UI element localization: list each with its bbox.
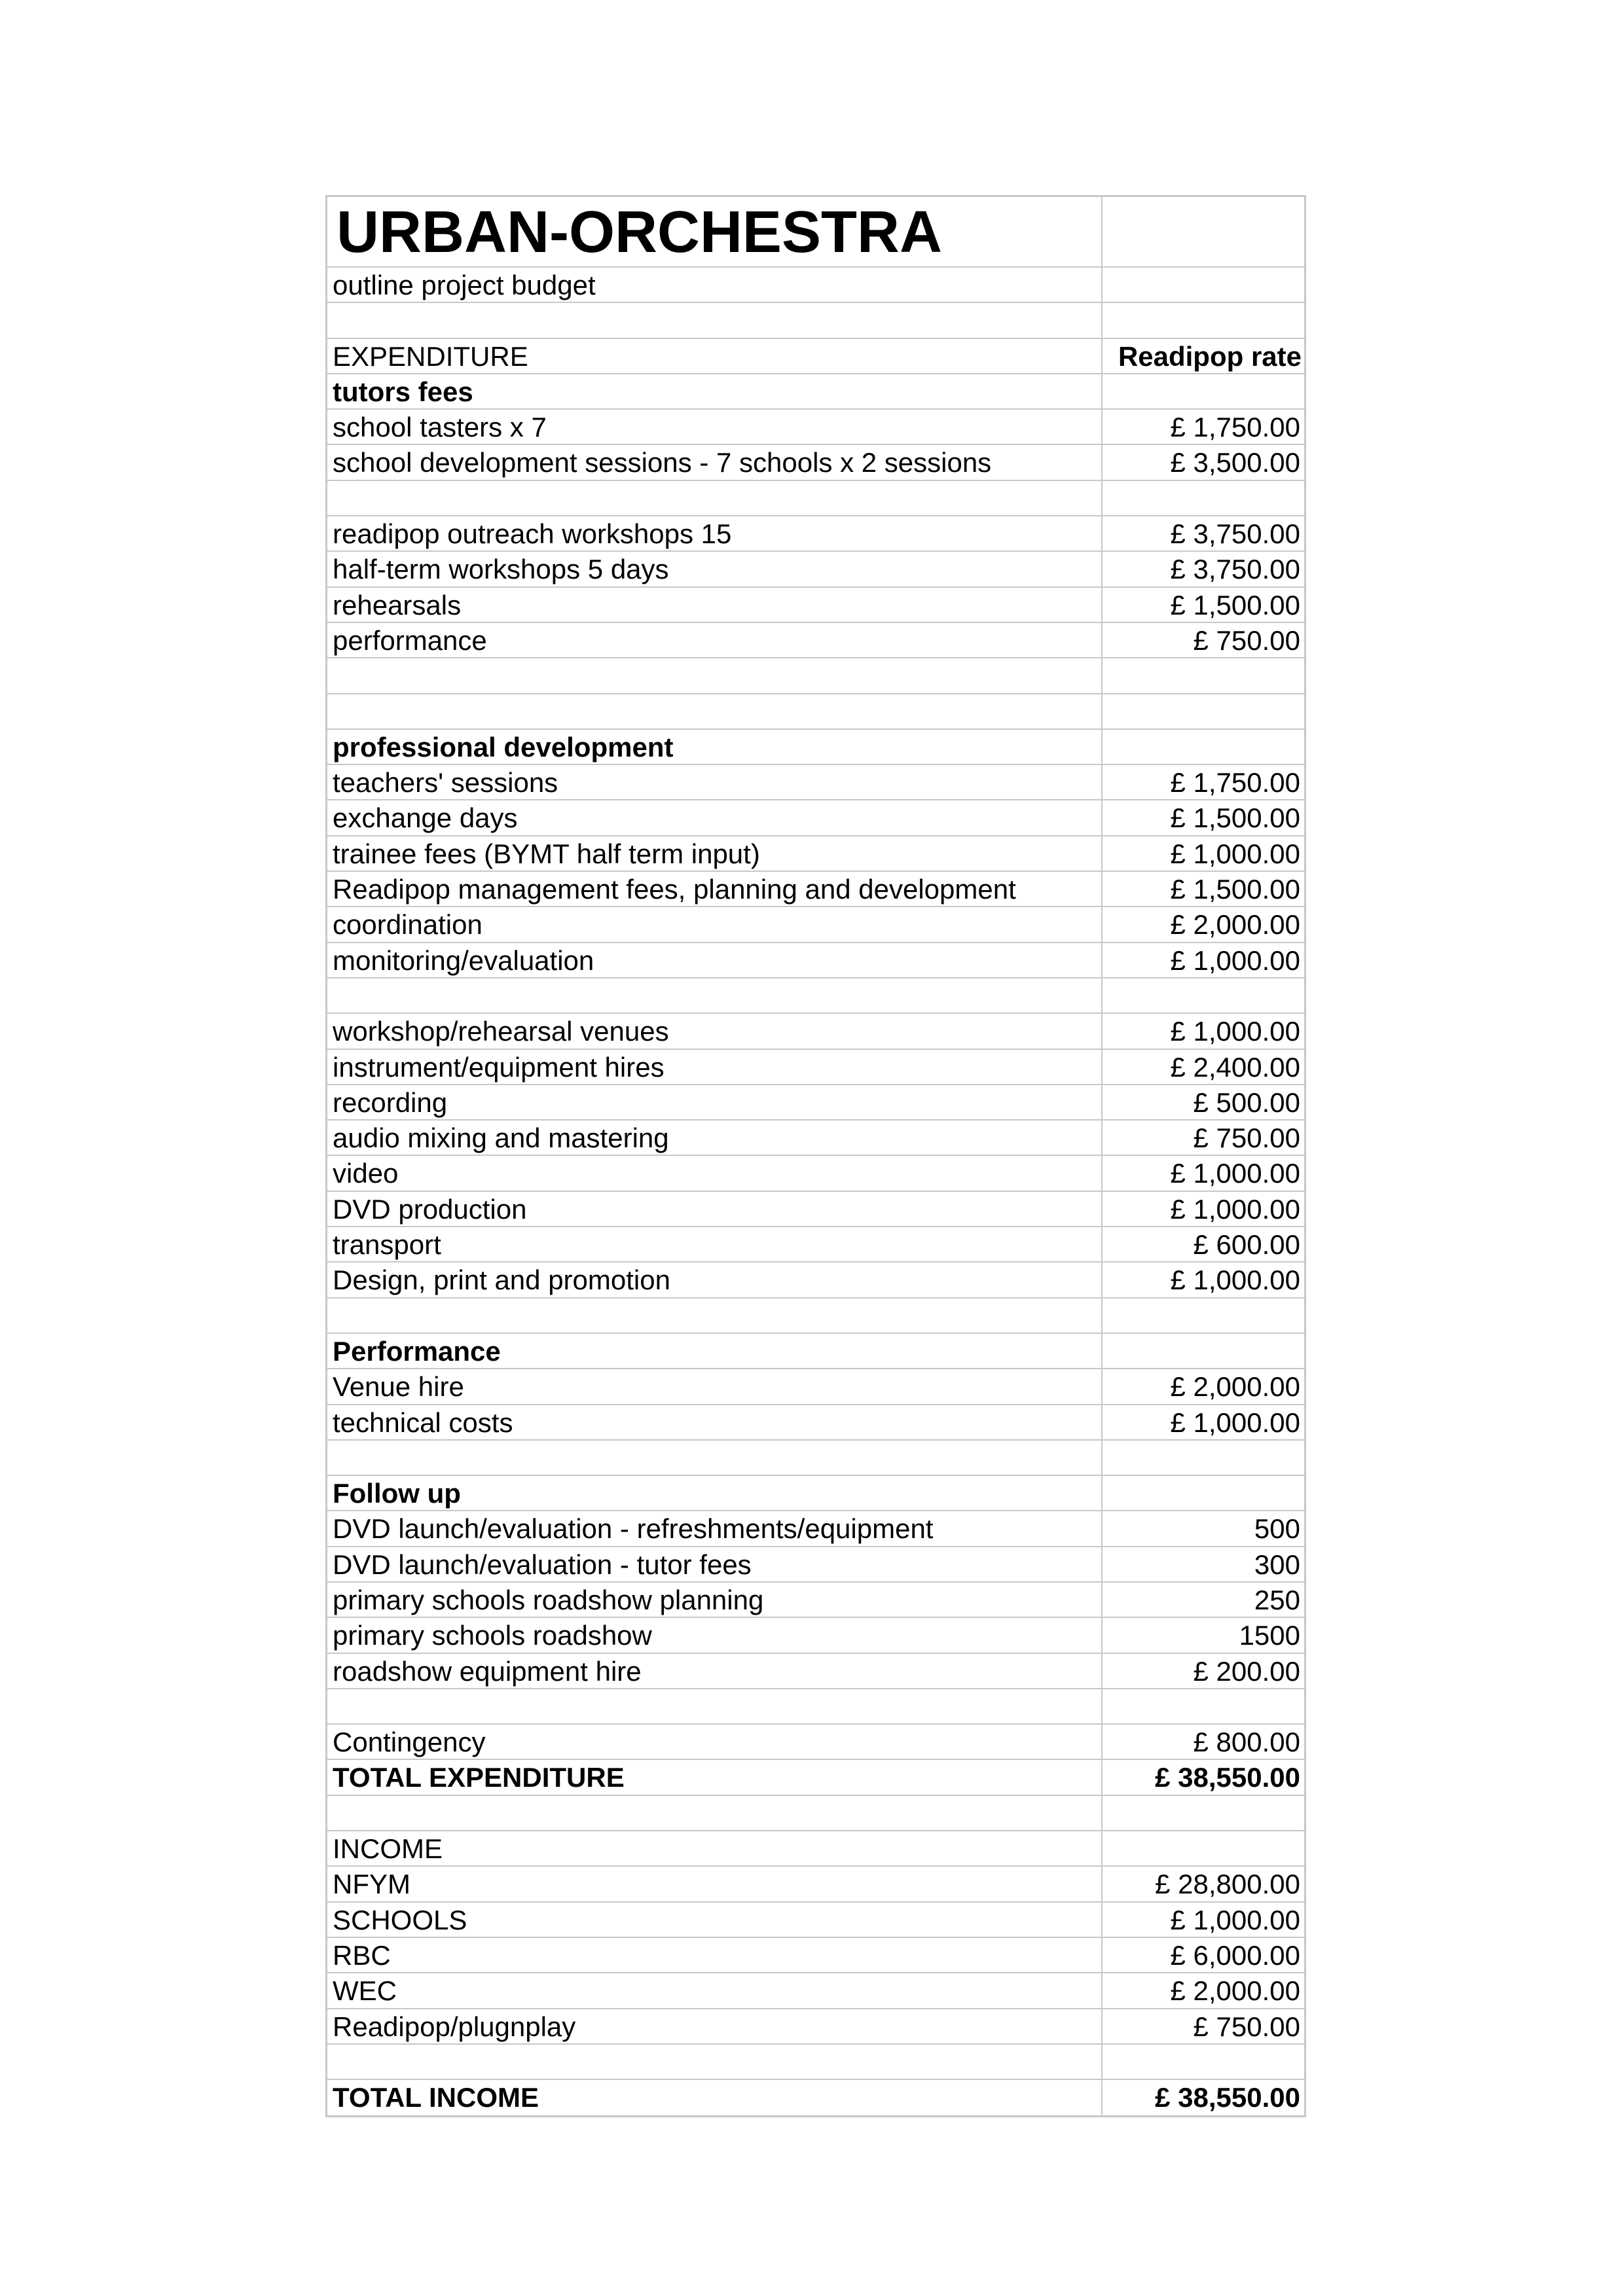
blank-value-cell — [1103, 303, 1304, 337]
row-value: £ 750.00 — [1193, 624, 1300, 656]
row-label: TOTAL INCOME — [327, 2080, 1103, 2115]
row-label — [327, 694, 1103, 728]
row-value — [1103, 730, 1304, 764]
row-value — [1103, 1334, 1304, 1368]
row-label: readipop outreach workshops 15 — [327, 516, 1103, 550]
rate-column-header: Readipop rate — [1118, 340, 1302, 372]
table-row — [327, 872, 1304, 907]
row-label: school tasters x 7 — [327, 410, 1103, 444]
row-label: recording — [327, 1085, 1103, 1119]
row-label — [327, 481, 1103, 515]
table-row — [327, 730, 1304, 765]
row-label: INCOME — [327, 1831, 1103, 1865]
table-row — [327, 836, 1304, 872]
table-row — [327, 410, 1304, 445]
row-value — [1103, 1831, 1304, 1865]
row-value — [1103, 2045, 1304, 2079]
expenditure-header: EXPENDITURE — [327, 339, 1103, 373]
table-row — [327, 1973, 1304, 2009]
title-row — [327, 197, 1304, 268]
row-label: Readipop management fees, planning and development — [327, 872, 1103, 906]
row-value: £ 1,000.00 — [1170, 1265, 1300, 1296]
table-row — [327, 1618, 1304, 1653]
row-label: RBC — [327, 1938, 1103, 1972]
row-label — [327, 1299, 1103, 1333]
subtitle-value-cell — [1103, 268, 1304, 302]
row-label: audio mixing and mastering — [327, 1121, 1103, 1155]
table-row — [327, 588, 1304, 623]
table-row — [327, 1369, 1304, 1405]
row-value: £ 1,000.00 — [1170, 1193, 1300, 1225]
blank-row — [327, 303, 1304, 338]
row-label: teachers' sessions — [327, 765, 1103, 799]
row-value: £ 6,000.00 — [1170, 1939, 1300, 1971]
row-value: £ 3,500.00 — [1170, 447, 1300, 478]
row-label: exchange days — [327, 800, 1103, 834]
row-value: £ 1,750.00 — [1170, 767, 1300, 798]
row-value — [1103, 694, 1304, 728]
budget-table — [325, 195, 1306, 2117]
row-value — [1103, 1689, 1304, 1723]
row-label: roadshow equipment hire — [327, 1654, 1103, 1688]
row-label — [327, 2045, 1103, 2079]
row-value: £ 1,500.00 — [1170, 589, 1300, 620]
column-header-row — [327, 339, 1304, 374]
row-value: 1500 — [1239, 1620, 1300, 1651]
row-value: £ 750.00 — [1193, 1122, 1300, 1154]
row-label: primary schools roadshow — [327, 1618, 1103, 1652]
row-value: £ 1,000.00 — [1170, 1158, 1300, 1189]
row-label: WEC — [327, 1973, 1103, 2007]
table-row — [327, 1192, 1304, 1227]
row-label: coordination — [327, 907, 1103, 941]
row-value — [1103, 1441, 1304, 1475]
table-row — [327, 1654, 1304, 1689]
row-value: £ 1,500.00 — [1170, 874, 1300, 905]
row-label: Follow up — [327, 1476, 1103, 1510]
row-label: rehearsals — [327, 588, 1103, 622]
row-label — [327, 978, 1103, 1013]
row-label: Readipop/plugnplay — [327, 2009, 1103, 2043]
row-label — [327, 658, 1103, 692]
table-row — [327, 943, 1304, 978]
row-value: 500 — [1254, 1513, 1300, 1545]
row-label: tutors fees — [327, 374, 1103, 408]
row-value: £ 2,000.00 — [1170, 1371, 1300, 1403]
table-row — [327, 2009, 1304, 2045]
table-row — [327, 800, 1304, 836]
row-value — [1103, 374, 1304, 408]
row-value: £ 3,750.00 — [1170, 518, 1300, 550]
row-value: £ 28,800.00 — [1155, 1869, 1300, 1900]
table-row — [327, 1405, 1304, 1441]
table-row — [327, 1156, 1304, 1191]
row-label: school development sessions - 7 schools x 2 sessions — [327, 445, 1103, 479]
table-row — [327, 1583, 1304, 1618]
row-value: £ 2,000.00 — [1170, 1975, 1300, 2007]
table-row — [327, 1299, 1304, 1334]
row-value — [1103, 978, 1304, 1013]
row-value — [1103, 481, 1304, 515]
row-value — [1103, 658, 1304, 692]
row-label: TOTAL EXPENDITURE — [327, 1760, 1103, 1794]
table-row — [327, 658, 1304, 694]
document-title: URBAN-ORCHESTRA — [327, 197, 1103, 266]
table-row — [327, 1263, 1304, 1298]
row-label: transport — [327, 1227, 1103, 1261]
row-value — [1103, 1299, 1304, 1333]
row-label: Venue hire — [327, 1369, 1103, 1403]
table-row — [327, 481, 1304, 516]
table-row — [327, 552, 1304, 587]
row-label: half-term workshops 5 days — [327, 552, 1103, 586]
table-row — [327, 694, 1304, 730]
row-value: £ 2,000.00 — [1170, 909, 1300, 941]
row-label: Contingency — [327, 1725, 1103, 1759]
row-value: £ 1,750.00 — [1170, 412, 1300, 443]
blank-label-cell — [327, 303, 1103, 337]
row-value: 250 — [1254, 1584, 1300, 1615]
table-row — [327, 445, 1304, 480]
row-label: trainee fees (BYMT half term input) — [327, 836, 1103, 870]
row-label: monitoring/evaluation — [327, 943, 1103, 977]
table-row — [327, 1085, 1304, 1121]
table-row — [327, 1014, 1304, 1049]
row-value: £ 1,000.00 — [1170, 838, 1300, 869]
row-value: 300 — [1254, 1549, 1300, 1580]
row-label: instrument/equipment hires — [327, 1050, 1103, 1084]
table-row — [327, 1441, 1304, 1476]
row-label: Design, print and promotion — [327, 1263, 1103, 1297]
table-row — [327, 1760, 1304, 1795]
table-row — [327, 1867, 1304, 1902]
table-row — [327, 516, 1304, 552]
table-row — [327, 1334, 1304, 1369]
row-value: £ 1,000.00 — [1170, 1016, 1300, 1047]
document-subtitle: outline project budget — [327, 268, 1103, 302]
table-row — [327, 623, 1304, 658]
table-row — [327, 1050, 1304, 1085]
row-value: £ 38,550.00 — [1155, 1762, 1300, 1793]
row-value — [1103, 1476, 1304, 1510]
row-value: £ 800.00 — [1193, 1727, 1300, 1758]
table-row — [327, 2045, 1304, 2080]
row-value: £ 2,400.00 — [1170, 1051, 1300, 1083]
table-row — [327, 374, 1304, 410]
table-row — [327, 1121, 1304, 1156]
row-value: £ 750.00 — [1193, 2011, 1300, 2042]
row-label: workshop/rehearsal venues — [327, 1014, 1103, 1048]
row-label: professional development — [327, 730, 1103, 764]
title-value-cell — [1103, 197, 1304, 266]
table-row — [327, 2080, 1304, 2115]
row-value: £ 1,000.00 — [1170, 944, 1300, 976]
table-row — [327, 978, 1304, 1014]
subtitle-row — [327, 268, 1304, 303]
table-row — [327, 1831, 1304, 1867]
row-value: £ 500.00 — [1193, 1086, 1300, 1118]
table-row — [327, 1796, 1304, 1831]
row-label — [327, 1796, 1103, 1830]
table-row — [327, 765, 1304, 800]
row-label: technical costs — [327, 1405, 1103, 1439]
row-label — [327, 1441, 1103, 1475]
row-label: performance — [327, 623, 1103, 657]
row-label: DVD production — [327, 1192, 1103, 1226]
row-value: £ 38,550.00 — [1155, 2082, 1300, 2113]
row-label: DVD launch/evaluation - refreshments/equipment — [327, 1511, 1103, 1545]
table-row — [327, 1903, 1304, 1938]
row-value: £ 3,750.00 — [1170, 554, 1300, 585]
row-value: £ 1,500.00 — [1170, 802, 1300, 834]
row-label: video — [327, 1156, 1103, 1190]
row-label: primary schools roadshow planning — [327, 1583, 1103, 1617]
row-label: NFYM — [327, 1867, 1103, 1901]
table-row — [327, 907, 1304, 942]
row-label: Performance — [327, 1334, 1103, 1368]
table-row — [327, 1476, 1304, 1511]
table-row — [327, 1547, 1304, 1583]
row-value: £ 1,000.00 — [1170, 1904, 1300, 1935]
row-label — [327, 1689, 1103, 1723]
table-row — [327, 1227, 1304, 1263]
row-label: SCHOOLS — [327, 1903, 1103, 1937]
row-label: DVD launch/evaluation - tutor fees — [327, 1547, 1103, 1581]
row-value — [1103, 1796, 1304, 1830]
table-row — [327, 1511, 1304, 1547]
row-value: £ 600.00 — [1193, 1229, 1300, 1261]
table-row — [327, 1725, 1304, 1760]
row-value: £ 1,000.00 — [1170, 1407, 1300, 1438]
table-row — [327, 1689, 1304, 1725]
table-row — [327, 1938, 1304, 1973]
row-value: £ 200.00 — [1193, 1655, 1300, 1687]
